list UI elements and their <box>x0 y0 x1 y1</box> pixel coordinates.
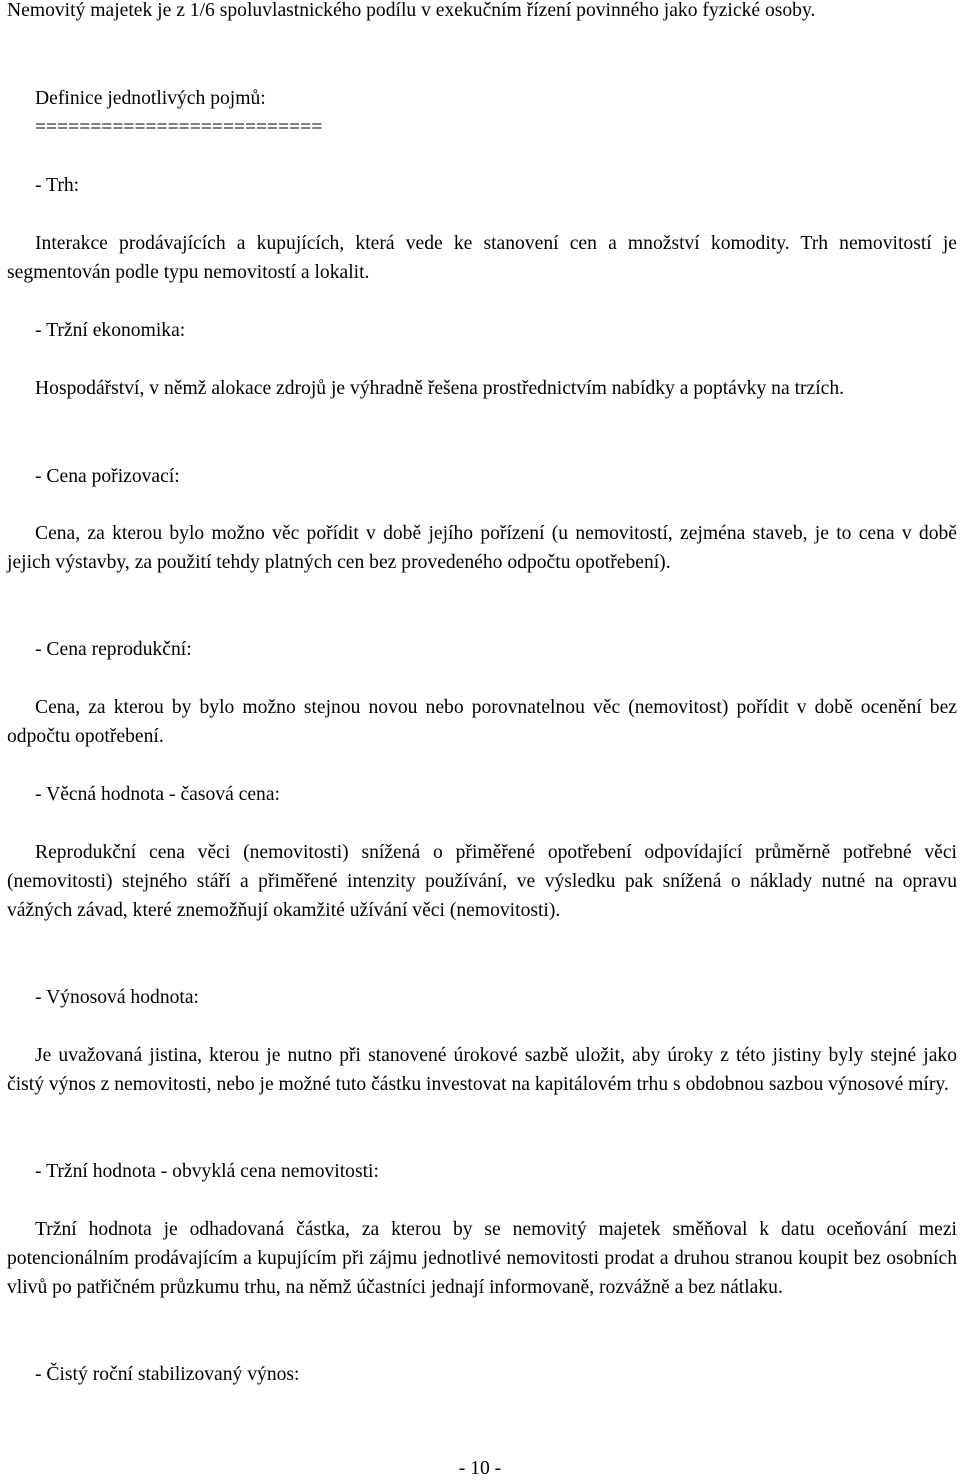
term-body: Cena, za kterou bylo možno věc pořídit v době jejího pořízení (u nemovitostí, zejména staveb, je to cena v době jejich výstavby, za použití tehdy platných cen bez provedeného odpočtu opotřebení). <box>7 523 957 573</box>
term-body: Tržní hodnota je odhadovaná částka, za kterou by se nemovitý majetek směňoval k datu oceňování mezi potencionálním prodávajícím a kupujícím při zájmu jednotlivé nemovitosti prodat a druhou stranou koupit bez osobních vlivů po patřičném průzkumu trhu, na němž účastníci jednají informovaně, rozvážně a bez nátlaku. <box>7 1219 957 1298</box>
term-heading: - Čistý roční stabilizovaný výnos: <box>35 1364 300 1385</box>
term-heading: - Výnosová hodnota: <box>35 987 199 1008</box>
term-heading: - Tržní ekonomika: <box>35 320 186 341</box>
term-heading: - Věcná hodnota - časová cena: <box>35 784 280 805</box>
page-number: - 10 - <box>458 1458 502 1479</box>
term-body: Interakce prodávajících a kupujících, která vede ke stanovení cen a množství komodity. Trh nemovitostí je segmentován podle typu nemovitostí a lokalit. <box>7 233 957 283</box>
term-heading: - Cena pořizovací: <box>35 466 180 487</box>
definitions-underline: ========================== <box>35 117 323 138</box>
definitions-heading: Definice jednotlivých pojmů: <box>35 88 266 109</box>
term-heading: - Tržní hodnota - obvyklá cena nemovitosti: <box>35 1161 379 1182</box>
term-heading: - Cena reprodukční: <box>35 639 192 660</box>
term-heading: - Trh: <box>35 175 80 196</box>
term-body: Je uvažovaná jistina, kterou je nutno při stanovené úrokové sazbě uložit, aby úroky z této jistiny byly stejné jako čistý výnos z nemovitosti, nebo je možné tuto částku investovat na kapitálovém trhu s obdobnou sazbou výnosové míry. <box>7 1045 957 1095</box>
term-body: Hospodářství, v němž alokace zdrojů je výhradně řešena prostřednictvím nabídky a poptávky na trzích. <box>35 378 845 399</box>
term-body: Reprodukční cena věci (nemovitosti) snížená o přiměřené opotřebení odpovídající průměrně potřebné věci (nemovitosti) stejného stáří a přiměřené intenzity používání, ve výsledku pak snížená o náklady nutné na opravu vážných závad, které znemožňují okamžité užívání věci (nemovitosti). <box>7 842 957 921</box>
term-body: Cena, za kterou by bylo možno stejnou novou nebo porovnatelnou věc (nemovitost) pořídit v době ocenění bez odpočtu opotřebení. <box>7 697 957 747</box>
intro-paragraph: Nemovitý majetek je z 1/6 spoluvlastnického podílu v exekučním řízení povinného jako fyzické osoby. <box>7 0 816 21</box>
